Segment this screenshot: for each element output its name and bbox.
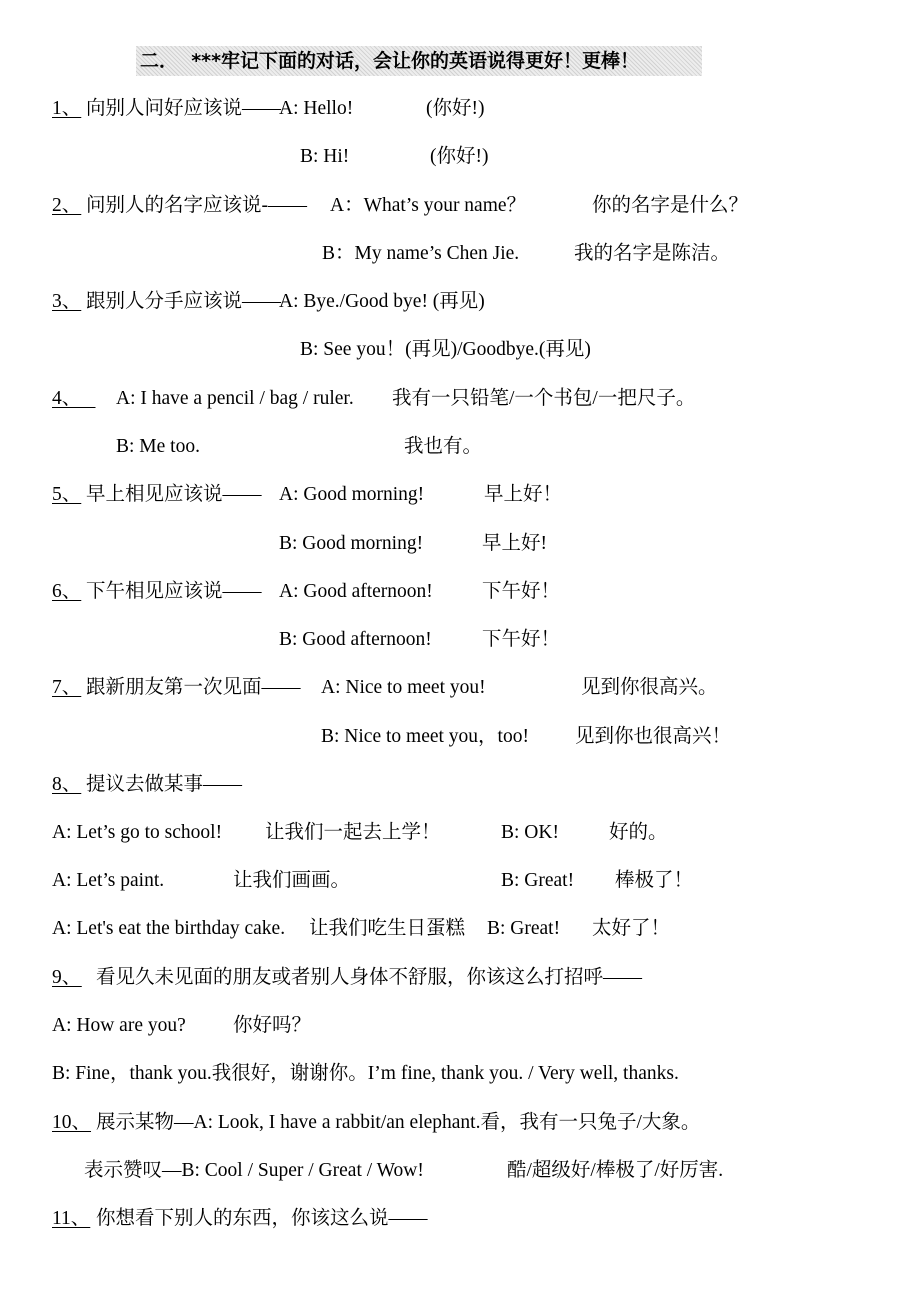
dialog-a-translation: (你好!) bbox=[426, 98, 485, 119]
item-prompt: 问别人的名字应该说-—— bbox=[86, 195, 307, 216]
dialog-b-translation: 酷/超级好/棒极了/好厉害. bbox=[507, 1160, 724, 1181]
item-5-line-a bbox=[0, 479, 920, 511]
dialog-b: B: Nice to meet you，too! bbox=[321, 726, 529, 747]
item-number: 1、 bbox=[52, 98, 82, 119]
item-3-line-a bbox=[0, 286, 920, 318]
item-10-line-a bbox=[0, 1107, 920, 1139]
dialog-a-translation: 让我们画画。 bbox=[233, 870, 351, 891]
dialog-b-translation: 好的。 bbox=[609, 822, 668, 843]
dialog-a-translation: 下午好！ bbox=[482, 581, 561, 602]
dialog-a: A: How are you? bbox=[52, 1015, 186, 1036]
item-prompt: 展示某物—A: Look, I have a rabbit/an elephant.看，我有一只兔子/大象。 bbox=[96, 1112, 701, 1133]
dialog-b: B: Great! bbox=[487, 918, 561, 939]
item-number: 7、 bbox=[52, 677, 82, 698]
dialog-a-translation: 见到你很高兴。 bbox=[581, 677, 718, 698]
dialog-b: B: Great! bbox=[501, 870, 575, 891]
item-prompt: 跟别人分手应该说—— bbox=[86, 291, 282, 312]
item-prompt: 下午相见应该说—— bbox=[86, 581, 262, 602]
dialog-b-translation: 棒极了！ bbox=[615, 870, 694, 891]
dialog-a: A：What’s your name？ bbox=[330, 195, 527, 216]
dialog-b: B: OK! bbox=[501, 822, 559, 843]
item-7-line-b bbox=[0, 721, 920, 753]
dialog-a-translation: 让我们吃生日蛋糕 bbox=[309, 918, 466, 939]
item-1-line-a bbox=[0, 93, 920, 125]
dialog-b-translation: (你好!) bbox=[430, 146, 489, 167]
dialog-a: A: Let’s go to school! bbox=[52, 822, 223, 843]
item-4-line-a bbox=[0, 383, 920, 415]
dialog-a-translation: 让我们一起去上学！ bbox=[265, 822, 441, 843]
blank-underline bbox=[72, 962, 92, 994]
dialog-a-translation: 你的名字是什么？ bbox=[592, 195, 749, 216]
item-prompt: 看见久未见面的朋友或者别人身体不舒服，你该这么打招呼—— bbox=[96, 967, 643, 988]
dialog-b: B: Good morning! bbox=[279, 533, 424, 554]
item-number: 3、 bbox=[52, 291, 82, 312]
dialog-b-translation: 见到你也很高兴！ bbox=[575, 726, 732, 747]
item-10-line-b bbox=[0, 1155, 920, 1187]
item-4-line-b bbox=[0, 431, 920, 463]
item-9-line-b bbox=[0, 1058, 920, 1090]
item-2-line-b bbox=[0, 238, 920, 270]
item-9-heading bbox=[0, 962, 920, 994]
blank-underline bbox=[76, 383, 104, 415]
section-title: 二． ***牢记下面的对话，会让你的英语说得更好！更棒！ bbox=[136, 46, 702, 76]
item-6-line-b bbox=[0, 624, 920, 656]
dialog-b: B: Good afternoon! bbox=[279, 629, 432, 650]
item-number: 10、 bbox=[52, 1112, 92, 1133]
item-number: 11、 bbox=[52, 1208, 91, 1229]
dialog-a: A: I have a pencil / bag / ruler. bbox=[116, 388, 354, 409]
item-7-line-a bbox=[0, 672, 920, 704]
dialog-b: 表示赞叹—B: Cool / Super / Great / Wow! bbox=[84, 1160, 424, 1181]
dialog-a: A: Nice to meet you! bbox=[321, 677, 486, 698]
dialog-b: B: Hi! bbox=[300, 146, 350, 167]
item-prompt: 向别人问好应该说—— bbox=[86, 98, 282, 119]
item-8-row-1 bbox=[0, 817, 920, 849]
dialog-b-translation: 我的名字是陈洁。 bbox=[574, 243, 731, 264]
item-number: 6、 bbox=[52, 581, 82, 602]
item-8-row-3 bbox=[0, 913, 920, 945]
dialog-a-translation: 我有一只铅笔/一个书包/一把尺子。 bbox=[392, 388, 696, 409]
item-2-line-a bbox=[0, 190, 920, 222]
dialog-a: A: Hello! bbox=[279, 98, 354, 119]
item-prompt: 提议去做某事—— bbox=[86, 774, 243, 795]
dialog-b-translation: 太好了！ bbox=[592, 918, 671, 939]
item-1-line-b bbox=[0, 141, 920, 173]
dialog-a-translation: 你好吗？ bbox=[233, 1015, 312, 1036]
dialog-a: A: Bye./Good bye! (再见) bbox=[279, 291, 485, 312]
item-prompt: 你想看下别人的东西，你该这么说—— bbox=[96, 1208, 428, 1229]
item-number: 9、 bbox=[52, 967, 82, 988]
dialog-a: A: Good afternoon! bbox=[279, 581, 433, 602]
dialog-b: B: See you！(再见)/Goodbye.(再见) bbox=[300, 339, 591, 360]
dialog-a: A: Good morning! bbox=[279, 484, 425, 505]
dialog-b-translation: 我也有。 bbox=[404, 436, 483, 457]
dialog-a: A: Let’s paint. bbox=[52, 870, 165, 891]
item-5-line-b bbox=[0, 528, 920, 560]
item-6-line-a bbox=[0, 576, 920, 608]
item-3-line-b bbox=[0, 334, 920, 366]
item-prompt: 跟新朋友第一次见面—— bbox=[86, 677, 301, 698]
dialog-b: B：My name’s Chen Jie. bbox=[322, 243, 520, 264]
item-8-row-2 bbox=[0, 865, 920, 897]
dialog-b: B: Me too. bbox=[116, 436, 200, 457]
dialog-b: B: Fine，thank you.我很好，谢谢你。I’m fine, thank you. / Very well, thanks. bbox=[52, 1063, 679, 1084]
item-number: 2、 bbox=[52, 195, 82, 216]
item-number: 8、 bbox=[52, 774, 82, 795]
item-9-line-a bbox=[0, 1010, 920, 1042]
dialog-a-translation: 早上好！ bbox=[484, 484, 563, 505]
item-number: 4、 bbox=[52, 388, 82, 409]
item-number: 5、 bbox=[52, 484, 82, 505]
dialog-b-translation: 早上好! bbox=[482, 533, 547, 554]
dialog-b-translation: 下午好！ bbox=[482, 629, 561, 650]
dialog-a: A: Let's eat the birthday cake. bbox=[52, 918, 286, 939]
item-8-heading bbox=[0, 769, 920, 801]
item-prompt: 早上相见应该说—— bbox=[86, 484, 262, 505]
item-11-heading bbox=[0, 1203, 920, 1235]
